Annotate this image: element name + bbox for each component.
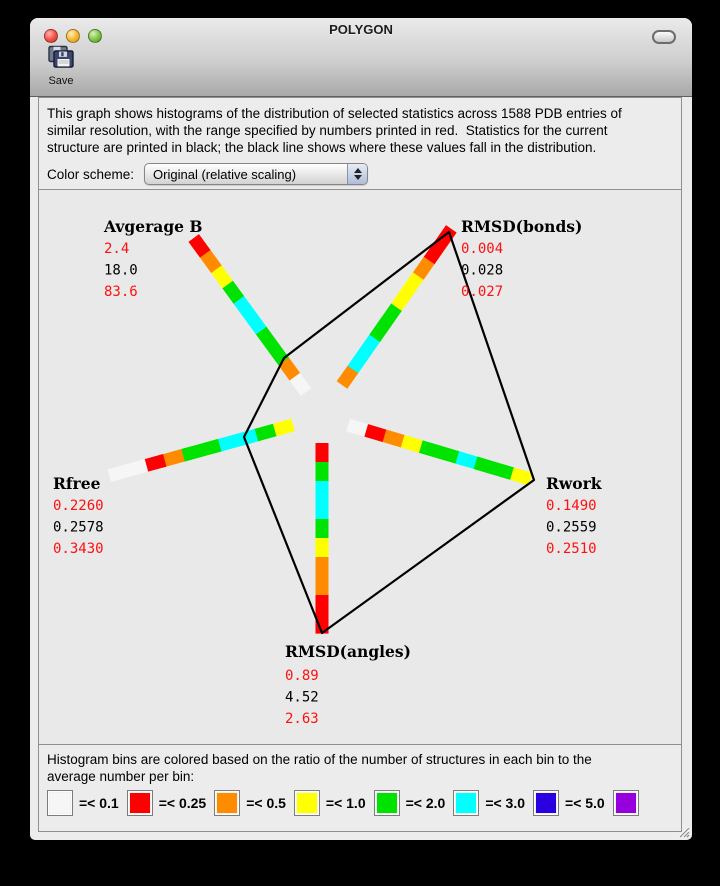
legend-bin-label: =< 0.1 <box>79 795 119 811</box>
legend-text-line: average number per bin: <box>47 769 195 784</box>
histogram-bin <box>316 443 329 463</box>
legend-bin-label: =< 3.0 <box>485 795 526 811</box>
histogram-bin <box>316 576 329 596</box>
legend-bin-label: =< 2.0 <box>405 795 446 811</box>
window-header <box>30 18 692 97</box>
histogram-bin <box>181 444 203 462</box>
axis-current-value-avgerage-b: 18.0 <box>104 262 138 279</box>
legend-swatch-orange <box>214 790 240 816</box>
legend-swatch-cyan <box>453 790 479 816</box>
color-scheme-label: Color scheme: <box>47 166 135 182</box>
legend-bin-label: =< 0.25 <box>158 795 207 811</box>
axis-range-max-avgerage-b: 83.6 <box>104 284 138 300</box>
toolbar-toggle-button[interactable] <box>652 30 676 44</box>
legend-swatch-purple <box>613 790 639 816</box>
axis-arm-avgerage-b <box>188 234 311 396</box>
content-area <box>38 97 682 832</box>
axis-range-min-rwork: 0.1490 <box>546 498 597 514</box>
legend-bin-label: =< 1.0 <box>325 795 366 811</box>
save-icon <box>48 45 75 69</box>
save-label: Save <box>48 75 74 87</box>
axis-current-value-rmsd-angles: 4.52 <box>285 689 319 706</box>
axis-range-min-rfree: 0.2260 <box>53 498 104 514</box>
color-scheme-dropdown[interactable] <box>144 163 368 185</box>
legend-bin-row <box>47 790 673 816</box>
window-title: POLYGON <box>329 22 393 37</box>
axis-current-value-rwork: 0.2559 <box>546 519 597 536</box>
axis-arm-rwork <box>346 419 532 486</box>
axis-range-min-avgerage-b: 2.4 <box>104 241 130 257</box>
histogram-bin <box>144 454 166 472</box>
histogram-bin <box>316 557 329 577</box>
histogram-bin <box>199 439 221 457</box>
axis-label-rfree: Rfree <box>53 474 101 493</box>
plot-panel <box>39 190 681 745</box>
histogram-bin <box>217 434 239 452</box>
description-line: structure are printed in black; the black line shows where these values fall in the distribution. <box>47 140 597 155</box>
legend-text-line: Histogram bins are colored based on the ratio of the number of structures in each bin to the <box>47 752 592 767</box>
legend-swatch-yellow <box>294 790 320 816</box>
description-panel <box>39 98 681 190</box>
axis-current-value-rfree: 0.2578 <box>53 519 104 536</box>
histogram-bin <box>316 462 329 482</box>
axis-current-value-rmsd-bonds: 0.028 <box>461 262 504 279</box>
axis-range-max-rmsd-angles: 2.63 <box>285 711 319 727</box>
legend-swatch-red <box>127 790 153 816</box>
axis-label-rmsd-bonds: RMSD(bonds) <box>461 217 583 236</box>
histogram-bin <box>254 424 276 442</box>
color-scheme-value: Original (relative scaling) <box>153 166 297 182</box>
axis-label-rwork: Rwork <box>546 474 602 493</box>
description-line: This graph shows histograms of the distribution of selected statistics across 1588 PDB entries of <box>47 106 622 121</box>
axis-label-avgerage-b: Avgerage B <box>104 217 203 236</box>
histogram-bin <box>272 419 294 437</box>
legend-bin-label: =< 0.5 <box>246 795 286 811</box>
histogram-bin <box>316 538 329 558</box>
axis-arm-rfree <box>108 419 295 482</box>
polygon-chart <box>39 190 681 744</box>
dropdown-stepper-icon <box>347 164 367 184</box>
resize-grip[interactable] <box>676 824 690 838</box>
axis-range-max-rmsd-bonds: 0.027 <box>461 284 504 300</box>
histogram-bin <box>316 519 329 539</box>
description-line: similar resolution, with the range specified by numbers printed in red. Statistics for the current <box>47 123 608 138</box>
save-button[interactable] <box>42 45 80 87</box>
legend-swatch-green <box>374 790 400 816</box>
legend-bin-label: =< 5.0 <box>565 795 605 811</box>
histogram-bin <box>316 595 329 615</box>
legend-swatch-blue <box>533 790 559 816</box>
axis-label-rmsd-angles: RMSD(angles) <box>285 642 411 661</box>
histogram-bin <box>108 464 130 482</box>
axis-arm-rmsd-angles <box>316 443 329 634</box>
polygon-window <box>30 18 692 840</box>
axis-range-min-rmsd-bonds: 0.004 <box>461 241 504 257</box>
axis-range-max-rfree: 0.3430 <box>53 541 104 557</box>
histogram-bin <box>126 459 148 477</box>
legend-panel <box>39 745 681 816</box>
histogram-bin <box>316 481 329 501</box>
axis-range-max-rwork: 0.2510 <box>546 541 597 557</box>
axis-range-min-rmsd-angles: 0.89 <box>285 668 319 684</box>
histogram-bin <box>316 500 329 520</box>
axis-arm-rmsd-bonds <box>337 225 457 389</box>
histogram-bin <box>162 449 184 467</box>
legend-swatch-white <box>47 790 73 816</box>
